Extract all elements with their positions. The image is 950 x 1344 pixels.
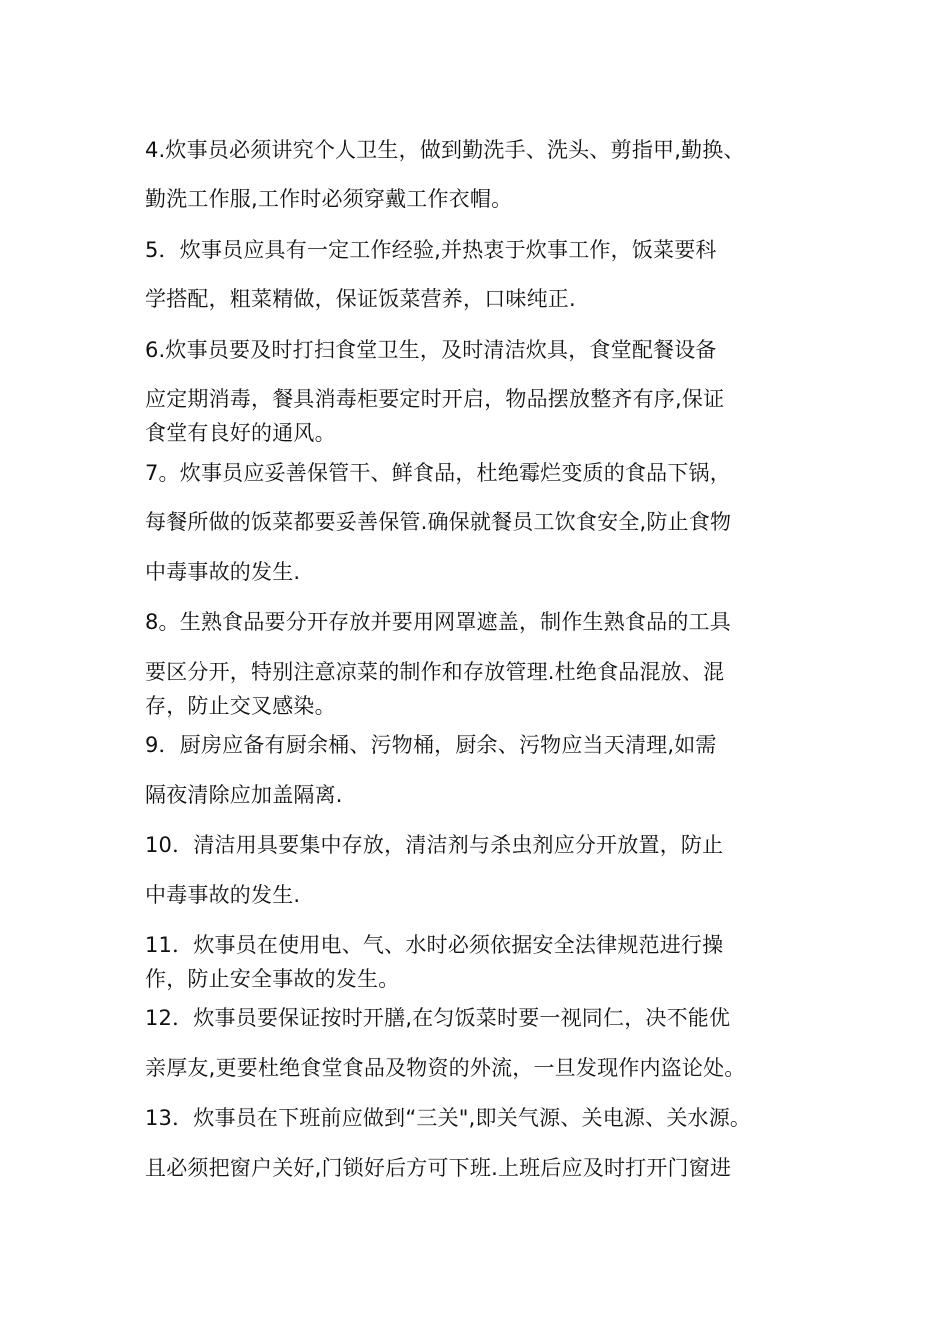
text-line: 中毒事故的发生. (145, 883, 301, 907)
text-line: 10．清洁用具要集中存放，清洁剂与杀虫剂应分开放置，防止 (145, 833, 724, 857)
text-line: 作，防止安全事故的发生。 (145, 967, 400, 991)
text-line: 6.炊事员要及时打扫食堂卫生，及时清洁炊具，食堂配餐设备 (145, 338, 717, 362)
text-line: 要区分开，特别注意凉菜的制作和存放管理.杜绝食品混放、混 (145, 660, 725, 684)
text-line: 13．炊事员在下班前应做到“三关",即关气源、关电源、关水源。 (145, 1106, 752, 1130)
text-line: 食堂有良好的通风。 (145, 421, 336, 445)
text-line: 中毒事故的发生. (145, 560, 301, 584)
text-line: 隔夜清除应加盖隔离. (145, 783, 343, 807)
text-line: 12．炊事员要保证按时开膳,在匀饭菜时要一视同仁，决不能优 (145, 1006, 731, 1030)
text-line: 7。炊事员应妥善保管干、鲜食品，杜绝霉烂变质的食品下锅， (145, 461, 731, 485)
text-line: 勤洗工作服,工作时必须穿戴工作衣帽。 (145, 187, 513, 211)
text-line: 8。生熟食品要分开存放并要用网罩遮盖，制作生熟食品的工具 (145, 610, 731, 634)
text-line: 9．厨房应备有厨余桶、污物桶，厨余、污物应当天清理,如需 (145, 733, 717, 757)
text-line: 应定期消毒，餐具消毒柜要定时开启，物品摆放整齐有序,保证 (145, 387, 725, 411)
text-line: 5．炊事员应具有一定工作经验,并热衷于炊事工作，饭菜要科 (145, 238, 717, 262)
text-line: 11．炊事员在使用电、气、水时必须依据安全法律规范进行操 (145, 933, 724, 957)
text-line: 且必须把窗户关好,门锁好后方可下班.上班后应及时打开门窗进 (145, 1156, 732, 1180)
text-line: 存，防止交叉感染。 (145, 694, 336, 718)
text-line: 每餐所做的饭菜都要妥善保管.确保就餐员工饮食安全,防止食物 (145, 510, 732, 534)
text-line: 亲厚友,更要杜绝食堂食品及物资的外流，一旦发现作内盗论处。 (145, 1056, 746, 1080)
text-line: 4.炊事员必须讲究个人卫生，做到勤洗手、洗头、剪指甲,勤换、 (145, 138, 745, 162)
text-line: 学搭配，粗菜精做，保证饭菜营养，口味纯正. (145, 287, 576, 311)
